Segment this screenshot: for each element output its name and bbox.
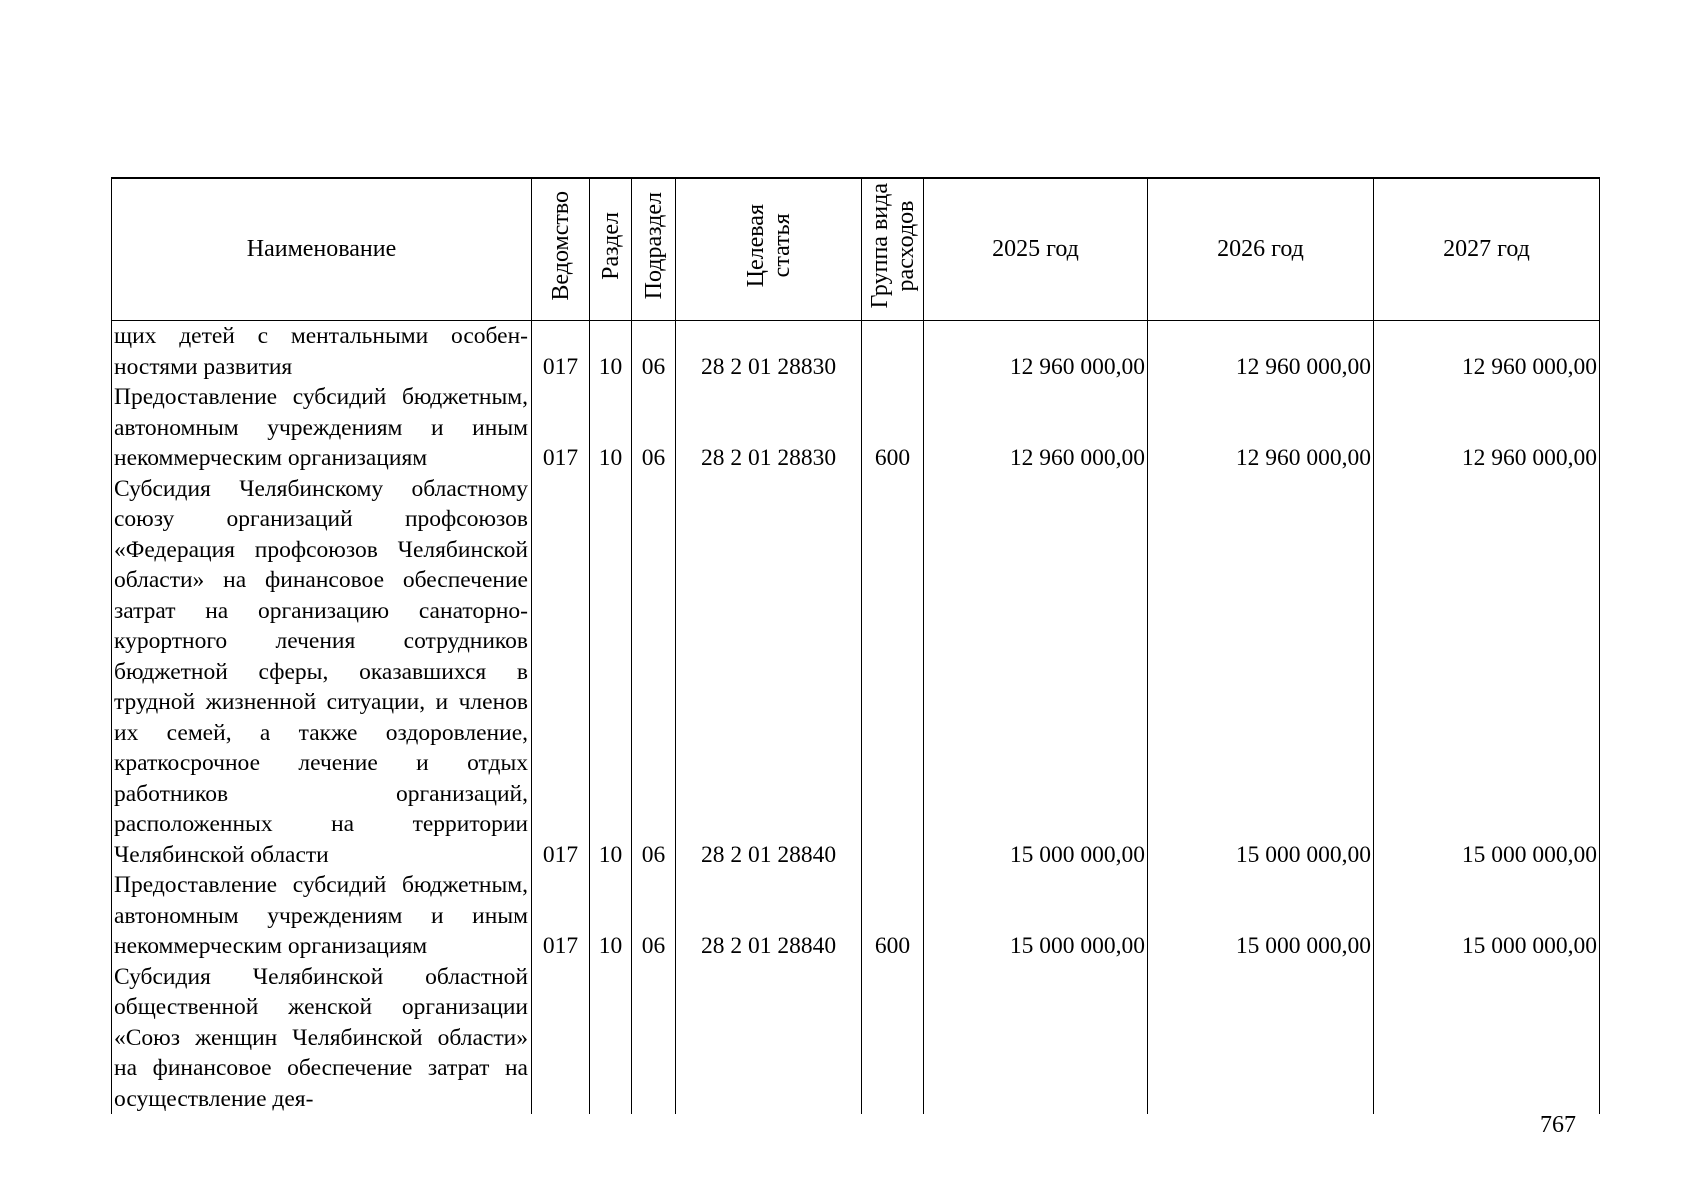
row-target-article: 28 2 01 28840 (676, 474, 862, 871)
row-amount-2027: 12 960 000,00 (1374, 321, 1600, 383)
row-expense-group: 600 (862, 382, 924, 474)
row-name: щих детей с ментальными особенностями развития (112, 321, 532, 383)
row-amount-2025: 12 960 000,00 (924, 321, 1148, 383)
row-section (590, 962, 632, 1115)
header-year-2027: 2027 год (1374, 178, 1600, 321)
table-header (112, 178, 1600, 321)
row-section: 10 (590, 870, 632, 962)
header-target-article: Целевая статья (676, 178, 862, 321)
header-section: Раздел (590, 178, 632, 321)
row-target-article: 28 2 01 28830 (676, 382, 862, 474)
row-department (532, 962, 590, 1115)
row-section: 10 (590, 474, 632, 871)
table-row-continued (112, 962, 1600, 1115)
row-amount-2027 (1374, 962, 1600, 1115)
row-subsection: 06 (632, 474, 676, 871)
row-expense-group (862, 962, 924, 1115)
row-amount-2026 (1148, 962, 1374, 1115)
row-amount-2026: 12 960 000,00 (1148, 321, 1374, 383)
row-expense-group (862, 474, 924, 871)
row-section: 10 (590, 321, 632, 383)
row-department: 017 (532, 321, 590, 383)
table-body (112, 321, 1600, 1115)
row-amount-2027: 12 960 000,00 (1374, 382, 1600, 474)
header-name: Наименование (112, 178, 532, 321)
row-name: Субсидия Челябинской областной общественной женской организации «Союз женщин Челябинской области» на финансовое обеспечение затрат на осуществление дея- (112, 962, 532, 1115)
row-name: Предоставление субсидий бюджетным, автономным учреждениям и иным некоммерческим организациям (112, 382, 532, 474)
table-row (112, 382, 1600, 474)
table-row (112, 321, 1600, 383)
row-amount-2026: 15 000 000,00 (1148, 474, 1374, 871)
row-subsection (632, 962, 676, 1115)
row-expense-group (862, 321, 924, 383)
row-amount-2025: 15 000 000,00 (924, 474, 1148, 871)
row-amount-2025 (924, 962, 1148, 1115)
row-department: 017 (532, 382, 590, 474)
row-section: 10 (590, 382, 632, 474)
table-row (112, 870, 1600, 962)
row-amount-2025: 12 960 000,00 (924, 382, 1148, 474)
row-name: Предоставление субсидий бюджетным, автономным учреждениям и иным некоммерческим организациям (112, 870, 532, 962)
row-department: 017 (532, 474, 590, 871)
header-row (112, 178, 1600, 321)
table-row (112, 474, 1600, 871)
row-amount-2026: 15 000 000,00 (1148, 870, 1374, 962)
header-year-2025: 2025 год (924, 178, 1148, 321)
header-department: Ведомство (532, 178, 590, 321)
row-target-article: 28 2 01 28830 (676, 321, 862, 383)
row-subsection: 06 (632, 382, 676, 474)
row-subsection: 06 (632, 870, 676, 962)
row-target-article (676, 962, 862, 1115)
row-amount-2026: 12 960 000,00 (1148, 382, 1374, 474)
row-department: 017 (532, 870, 590, 962)
row-amount-2025: 15 000 000,00 (924, 870, 1148, 962)
header-subsection: Подраздел (632, 178, 676, 321)
header-expense-group: Группа вида расходов (862, 178, 924, 321)
row-expense-group: 600 (862, 870, 924, 962)
header-year-2026: 2026 год (1148, 178, 1374, 321)
row-target-article: 28 2 01 28840 (676, 870, 862, 962)
row-subsection: 06 (632, 321, 676, 383)
budget-table (111, 177, 1600, 1114)
row-name: Субсидия Челябинскому областному союзу организаций профсоюзов «Федерация профсоюзов Челябинской области» на финансовое обеспечение затрат на организацию санаторно-курортного лечения сотрудников бюджетной сферы, оказавшихся в трудной жизненной ситуации, и членов их семей, а также оздоровление, краткосрочное лечение и отдых работников организаций, расположенных на территории Челябинской области (112, 474, 532, 871)
row-amount-2027: 15 000 000,00 (1374, 474, 1600, 871)
row-amount-2027: 15 000 000,00 (1374, 870, 1600, 962)
page-number: 767 (1540, 1112, 1576, 1138)
